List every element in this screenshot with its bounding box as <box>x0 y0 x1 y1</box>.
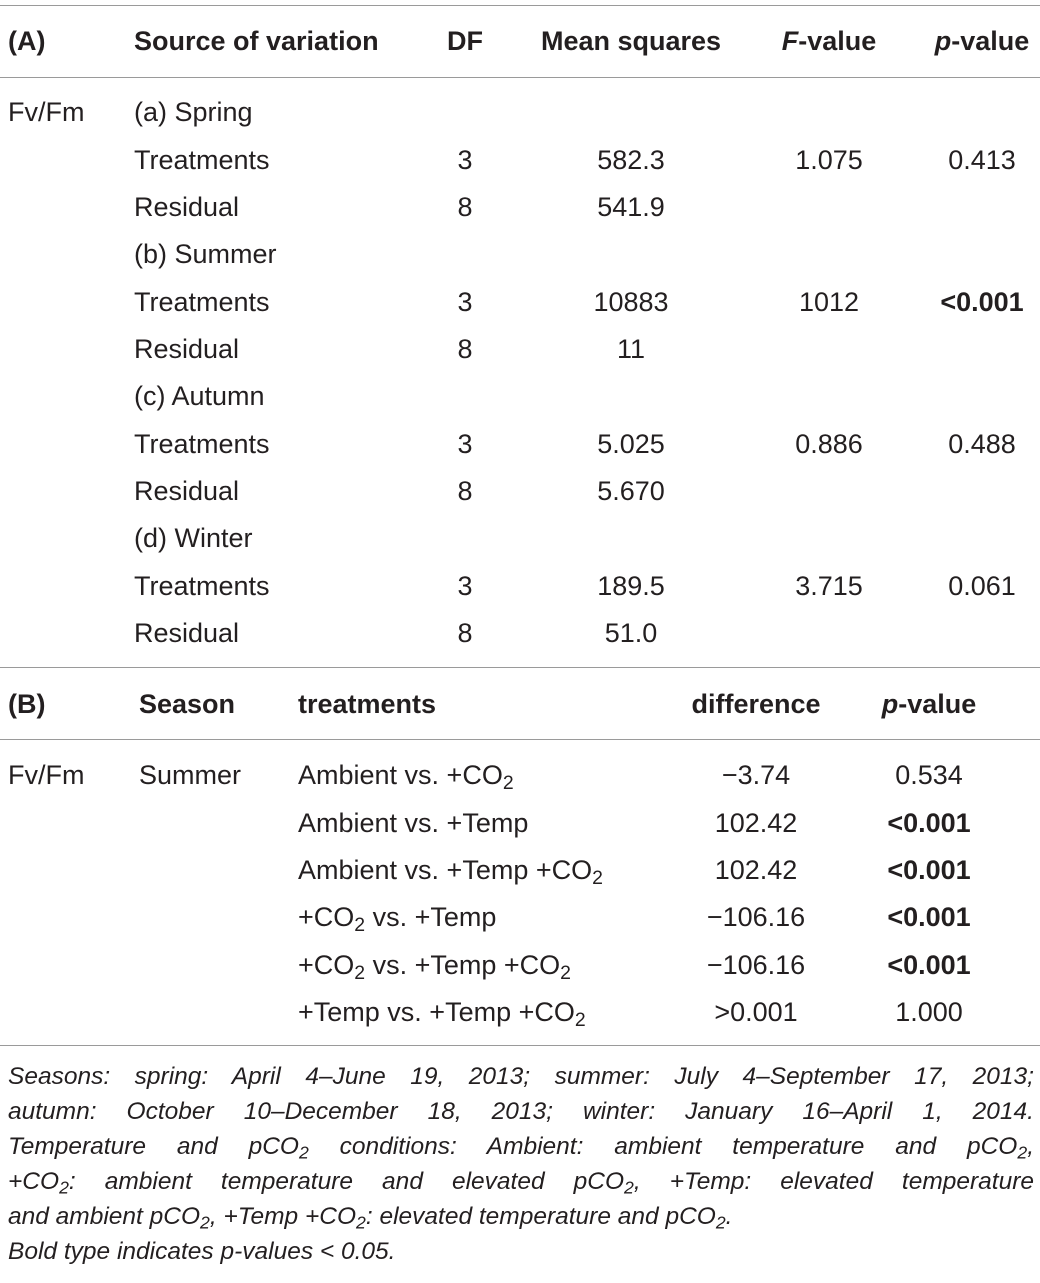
difference-cell: 102.42 <box>714 808 798 838</box>
df-cell: 3 <box>457 287 473 317</box>
season-label: (a) Spring <box>134 97 253 127</box>
ms-cell: 11 <box>616 334 646 364</box>
f-cell: 3.715 <box>795 571 863 601</box>
header-p-value: p-value <box>934 26 1030 56</box>
header-difference: difference <box>691 689 821 719</box>
p-cell: 0.488 <box>948 429 1016 459</box>
comparison-cell: $+CO_2$ vs. +Temp $+CO_2$ <box>298 950 571 984</box>
df-cell: 3 <box>457 429 473 459</box>
p-cell: 0.061 <box>948 571 1016 601</box>
treatments-label: Treatments <box>134 145 270 175</box>
difference-cell: −106.16 <box>706 902 806 932</box>
p-cell: 0.534 <box>895 760 963 790</box>
header-source: Source of variation <box>134 26 379 56</box>
df-cell: 8 <box>457 192 473 222</box>
ms-cell: 582.3 <box>597 145 665 175</box>
f-cell: 1012 <box>798 287 860 317</box>
difference-cell: >0.001 <box>714 997 798 1027</box>
residual-label: Residual <box>134 192 240 222</box>
f-cell: 1.075 <box>795 145 863 175</box>
df-cell: 8 <box>457 618 473 648</box>
season-label: (d) Winter <box>134 523 253 553</box>
footnote-conditions-line1: Temperature and pCO$_2$ conditions: Ambient: ambient temperature and pCO$_2$, <box>8 1133 1034 1163</box>
comparison-cell: +Temp vs. +Temp $+CO_2$ <box>298 997 586 1031</box>
header-b-rule <box>0 739 1040 740</box>
footnote-seasons-line1: Seasons: spring: April 4–June 19, 2013; summer: July 4–September 17, 2013; <box>8 1063 1034 1090</box>
footnote-bold-note: Bold type indicates p-values < 0.05. <box>8 1238 396 1265</box>
variable-label: Fv/Fm <box>8 760 85 790</box>
df-cell: 3 <box>457 571 473 601</box>
header-df: DF <box>447 26 483 56</box>
residual-label: Residual <box>134 334 240 364</box>
section-divider-rule <box>0 667 1040 668</box>
ms-cell: 5.025 <box>597 429 665 459</box>
residual-label: Residual <box>134 618 240 648</box>
p-cell-significant: <0.001 <box>887 808 971 838</box>
ms-cell: 51.0 <box>604 618 658 648</box>
difference-cell: −106.16 <box>706 950 806 980</box>
comparison-cell: Ambient vs. $+CO_2$ <box>298 760 514 794</box>
footnote-seasons-line2: autumn: October 10–December 18, 2013; winter: January 16–April 1, 2014. <box>8 1098 1034 1125</box>
header-p-value: p-value <box>881 689 977 719</box>
treatments-label: Treatments <box>134 429 270 459</box>
footnote-conditions-line2: $+CO_2$: ambient temperature and elevated pCO$_2$, +Temp: elevated temperature <box>8 1168 1034 1198</box>
table-b-label: (B) <box>8 689 46 719</box>
treatments-label: Treatments <box>134 287 270 317</box>
ms-cell: 541.9 <box>597 192 665 222</box>
ms-cell: 5.670 <box>597 476 665 506</box>
comparison-cell: Ambient vs. +Temp <box>298 808 529 838</box>
df-cell: 8 <box>457 476 473 506</box>
season-cell: Summer <box>139 760 242 790</box>
p-cell-significant: <0.001 <box>887 902 971 932</box>
header-season: Season <box>139 689 236 719</box>
difference-cell: 102.42 <box>714 855 798 885</box>
header-a-rule <box>0 77 1040 78</box>
df-cell: 8 <box>457 334 473 364</box>
season-label: (b) Summer <box>134 239 277 269</box>
variable-label: Fv/Fm <box>8 97 85 127</box>
p-cell-significant: <0.001 <box>940 287 1024 317</box>
p-cell-significant: <0.001 <box>887 855 971 885</box>
table-footnote <box>8 1059 1034 1269</box>
ms-cell: 10883 <box>593 287 669 317</box>
difference-cell: −3.74 <box>721 760 791 790</box>
p-cell: 0.413 <box>948 145 1016 175</box>
header-treatments: treatments <box>298 689 437 719</box>
top-rule <box>0 5 1040 6</box>
p-cell-significant: <0.001 <box>887 950 971 980</box>
ms-cell: 189.5 <box>597 571 665 601</box>
header-f-value: F-value <box>781 26 877 56</box>
comparison-cell: $+CO_2$ vs. +Temp <box>298 902 497 936</box>
df-cell: 3 <box>457 145 473 175</box>
treatments-label: Treatments <box>134 571 270 601</box>
header-mean-squares: Mean squares <box>540 26 722 56</box>
table-a-label: (A) <box>8 26 46 56</box>
bottom-rule <box>0 1045 1040 1046</box>
p-cell: 1.000 <box>895 997 963 1027</box>
comparison-cell: Ambient vs. +Temp $+CO_2$ <box>298 855 603 889</box>
residual-label: Residual <box>134 476 240 506</box>
f-cell: 0.886 <box>795 429 863 459</box>
season-label: (c) Autumn <box>134 381 265 411</box>
footnote-conditions-line3: and ambient pCO$_2$, +Temp $+CO_2$: elevated temperature and pCO$_2$. <box>8 1203 733 1233</box>
